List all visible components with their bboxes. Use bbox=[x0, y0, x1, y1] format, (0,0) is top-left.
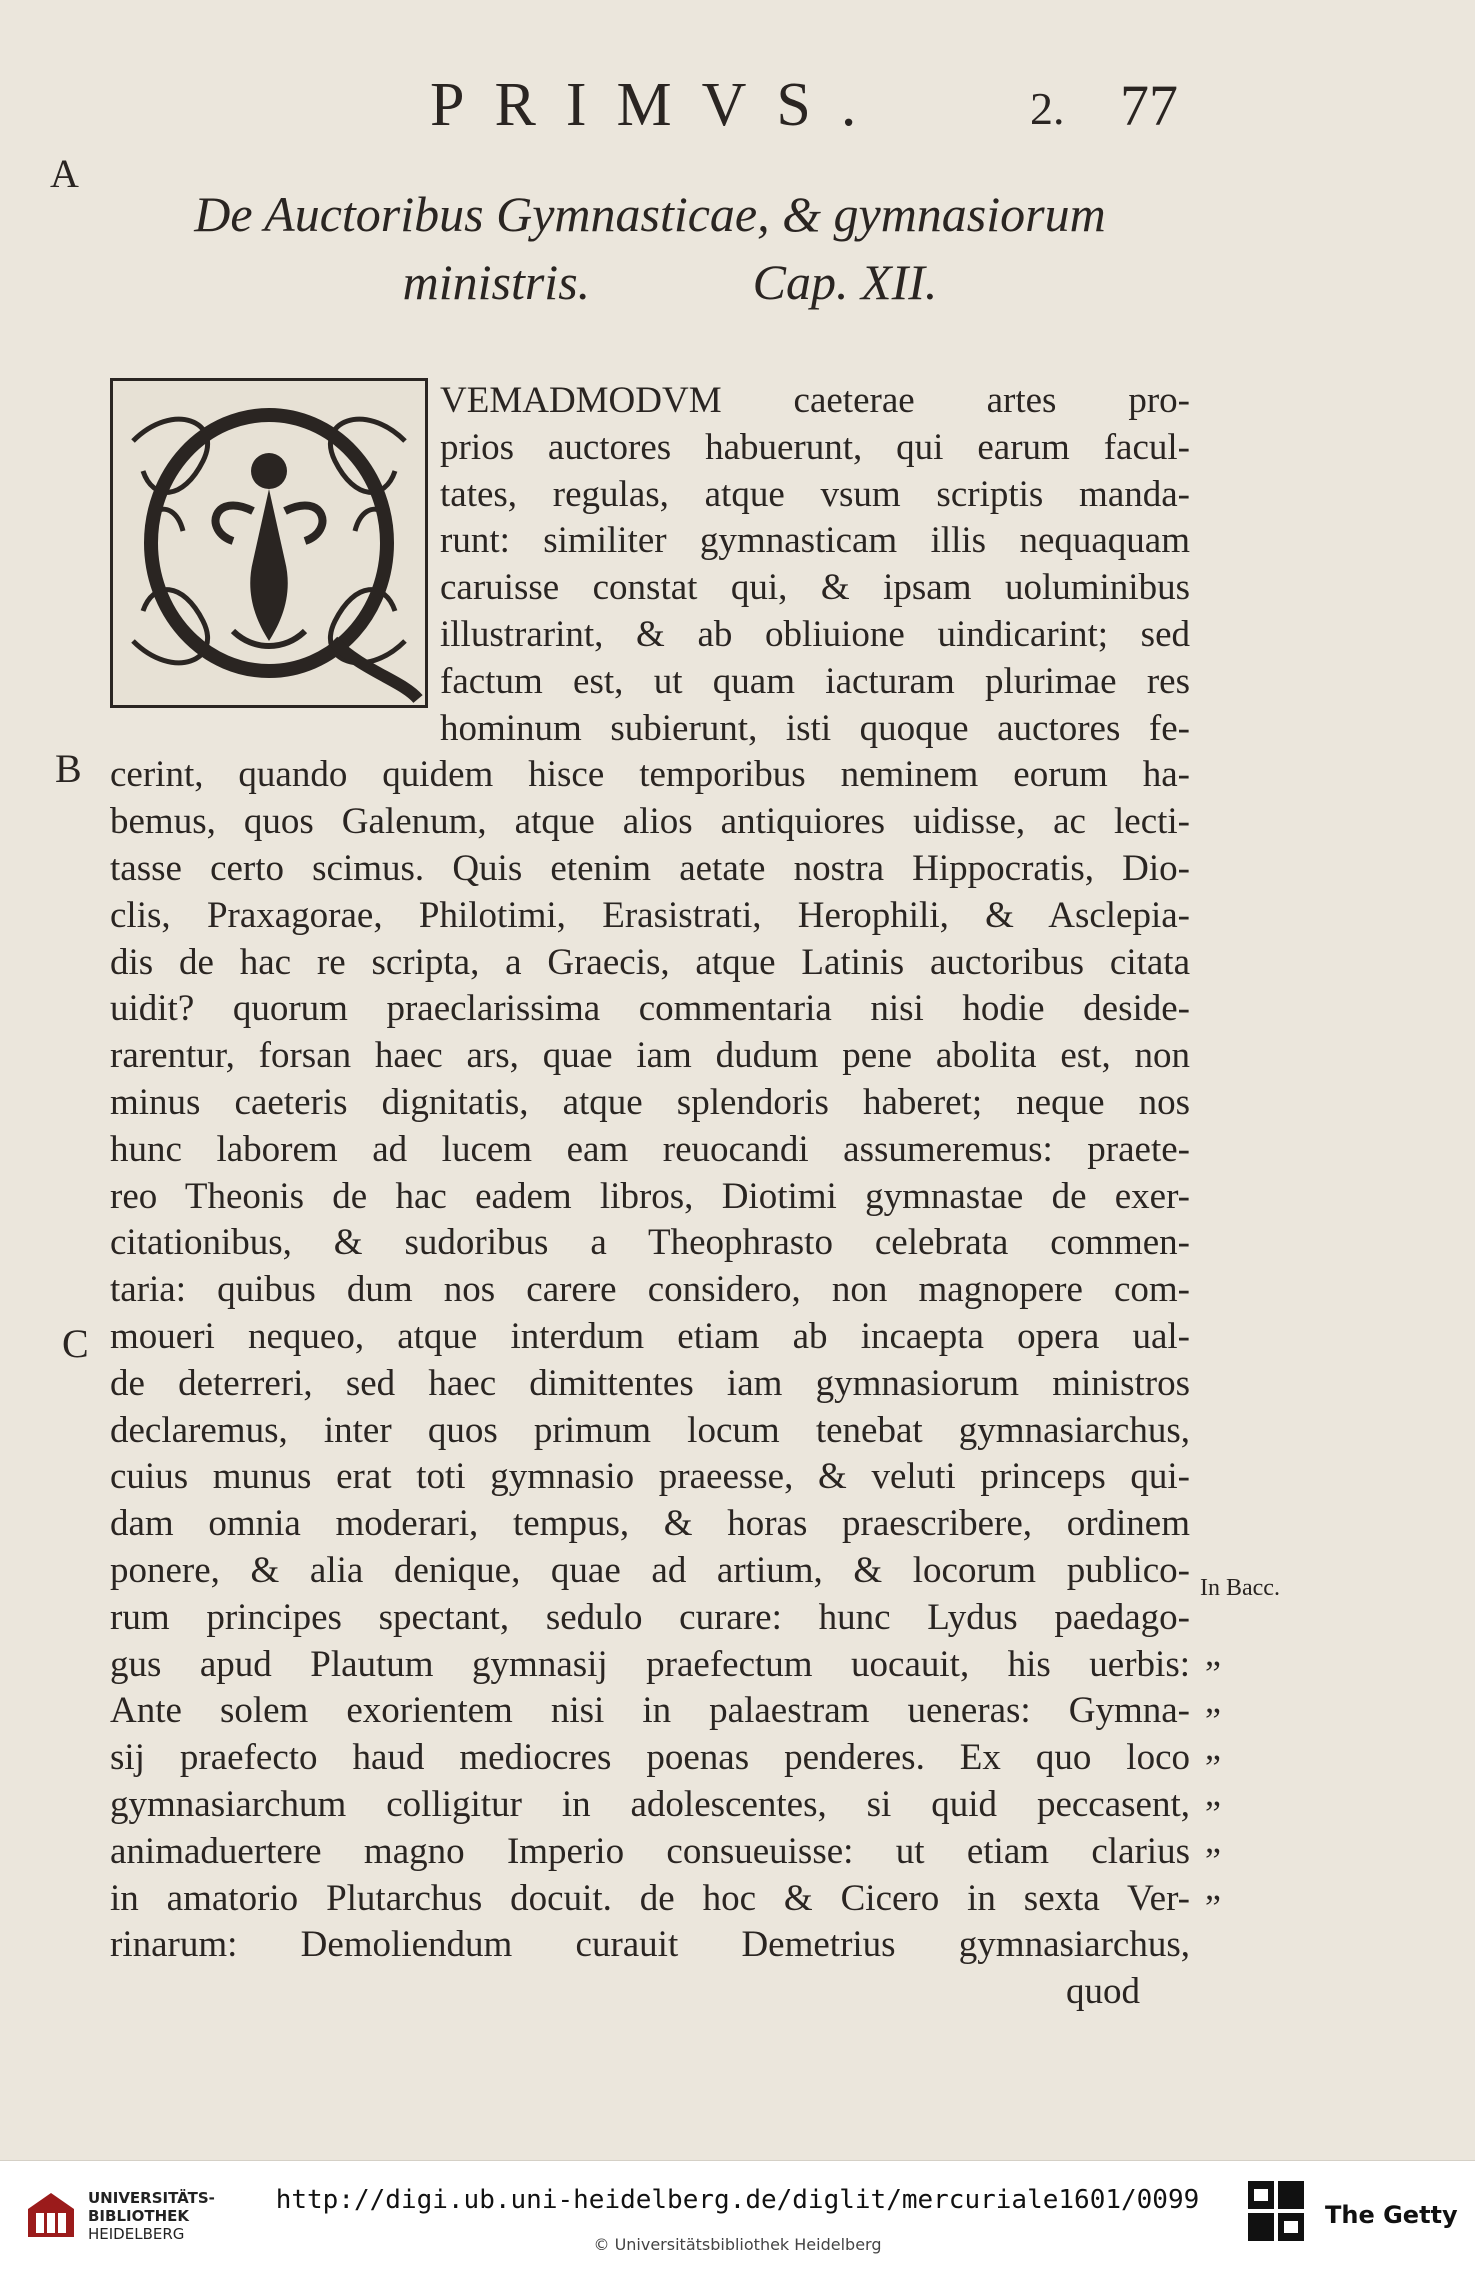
text-line: in amatorio Plutarchus docuit. de hoc & Cicero in sexta Ver- bbox=[110, 1877, 1190, 1919]
text-line: hunc laborem ad lucem eam reuocandi assumeremus: praete- bbox=[110, 1128, 1190, 1170]
copyright-notice: © Universitätsbibliothek Heidelberg bbox=[593, 2235, 882, 2254]
text-line: de deterreri, sed haec dimittentes iam gymnasiorum ministros bbox=[110, 1362, 1190, 1404]
page-header bbox=[0, 60, 1475, 150]
text-line: reo Theonis de hac eadem libros, Diotimi gymnastae de exer- bbox=[110, 1175, 1190, 1217]
text-line: illustrarint, & ab obliuione uindicarint; sed bbox=[440, 613, 1190, 655]
getty-name: The Getty bbox=[1325, 2201, 1458, 2229]
section-number: 2. bbox=[1030, 83, 1065, 134]
chapter-number: Cap. XII. bbox=[752, 254, 938, 310]
catchword: quod bbox=[1066, 1971, 1140, 2013]
viewer-footer bbox=[0, 2160, 1475, 2272]
text-line: bemus, quos Galenum, atque alios antiquiores uidisse, ac lecti- bbox=[110, 801, 1190, 843]
margin-letter-b: B bbox=[55, 746, 82, 791]
text-line: sij praefecto haud mediocres poenas penderes. Ex quo loco bbox=[110, 1737, 1190, 1779]
text-line: prios auctores habuerunt, qui earum facul- bbox=[440, 426, 1190, 468]
text-line: tasse certo scimus. Quis etenim aetate nostra Hippocratis, Dio- bbox=[110, 847, 1190, 889]
text-line: ponere, & alia denique, quae ad artium, & locorum publico- bbox=[110, 1549, 1190, 1591]
permalink-url[interactable]: http://digi.ub.uni-heidelberg.de/diglit/mercuriale1601/0099 bbox=[275, 2185, 1200, 2215]
text-line: taria: quibus dum nos carere considero, non magnopere com- bbox=[110, 1269, 1190, 1311]
text-line: cuius munus erat toti gymnasio praeesse, & veluti princeps qui- bbox=[110, 1456, 1190, 1498]
library-name-line-1: UNIVERSITÄTS- bbox=[88, 2189, 215, 2207]
text-line: gymnasiarchum colligitur in adolescentes, si quid peccasent, bbox=[110, 1783, 1190, 1825]
text-line: uidit? quorum praeclarissima commentaria nisi hodie deside- bbox=[110, 988, 1190, 1030]
text-line: runt: similiter gymnasticam illis nequaquam bbox=[440, 520, 1190, 562]
text-line: VEMADMODVM caeterae artes pro- bbox=[440, 380, 1190, 421]
text-line: hominum subierunt, isti quoque auctores fe- bbox=[440, 707, 1190, 749]
text-line: factum est, ut quam iacturam plurimae res bbox=[440, 660, 1190, 702]
quote-mark: „ bbox=[1205, 1866, 1221, 1907]
chapter-title-line-2 bbox=[110, 248, 1190, 316]
margin-letter-a: A bbox=[50, 151, 79, 196]
text-line: animaduertere magno Imperio consueuisse: ut etiam clarius bbox=[110, 1830, 1190, 1872]
text-line: caruisse constat qui, & ipsam uoluminibus bbox=[440, 567, 1190, 609]
text-line: declaremus, inter quos primum locum tenebat gymnasiarchus, bbox=[110, 1409, 1190, 1451]
library-name-line-2: BIBLIOTHEK bbox=[88, 2207, 189, 2225]
side-note: In Bacc. bbox=[1200, 1575, 1280, 1601]
text-line: Ante solem exorientem nisi in palaestram ueneras: Gymna- bbox=[110, 1690, 1190, 1732]
chapter-title-ministris: ministris. bbox=[402, 254, 591, 310]
text-line: minus caeteris dignitatis, atque splendoris haberet; neque nos bbox=[110, 1081, 1190, 1123]
getty-logo-icon bbox=[1248, 2181, 1304, 2243]
text-line: citationibus, & sudoribus a Theophrasto celebrata commen- bbox=[110, 1222, 1190, 1264]
text-line: moueri nequeo, atque interdum etiam ab incaepta opera ual- bbox=[110, 1315, 1190, 1357]
quotation-marks-column bbox=[1205, 1630, 1235, 1911]
chapter-title bbox=[110, 180, 1190, 316]
text-line: gus apud Plautum gymnasij praefectum uocauit, his uerbis: bbox=[110, 1643, 1190, 1685]
page-number: 77 bbox=[1120, 73, 1178, 138]
text-line: tates, regulas, atque vsum scriptis manda- bbox=[440, 473, 1190, 515]
text-line: dis de hac re scripta, a Graecis, atque Latinis auctoribus citata bbox=[110, 941, 1190, 983]
text-line: rarentur, forsan haec ars, quae iam dudum pene abolita est, non bbox=[110, 1035, 1190, 1077]
text-line: dam omnia moderari, tempus, & horas praescribere, ordinem bbox=[110, 1503, 1190, 1545]
text-line: rinarum: Demoliendum curauit Demetrius gymnasiarchus, bbox=[110, 1924, 1190, 1966]
margin-letter-c: C bbox=[62, 1321, 89, 1366]
quote-mark: „ bbox=[1205, 1679, 1221, 1720]
quote-mark: „ bbox=[1205, 1820, 1221, 1861]
text-line: cerint, quando quidem hisce temporibus neminem eorum ha- bbox=[110, 754, 1190, 796]
text-line: rum principes spectant, sedulo curare: hunc Lydus paedago- bbox=[110, 1596, 1190, 1638]
text-line: clis, Praxagorae, Philotimi, Erasistrati, Herophili, & Asclepia- bbox=[110, 894, 1190, 936]
quote-mark: „ bbox=[1205, 1773, 1221, 1814]
quote-mark: „ bbox=[1205, 1726, 1221, 1767]
quote-mark: „ bbox=[1205, 1633, 1221, 1673]
body-text bbox=[110, 378, 1190, 2016]
library-name-line-3: HEIDELBERG bbox=[88, 2225, 185, 2243]
chapter-title-line-1: De Auctoribus Gymnasticae, & gymnasiorum bbox=[194, 186, 1106, 242]
running-title: PRIMVS. bbox=[430, 71, 887, 139]
